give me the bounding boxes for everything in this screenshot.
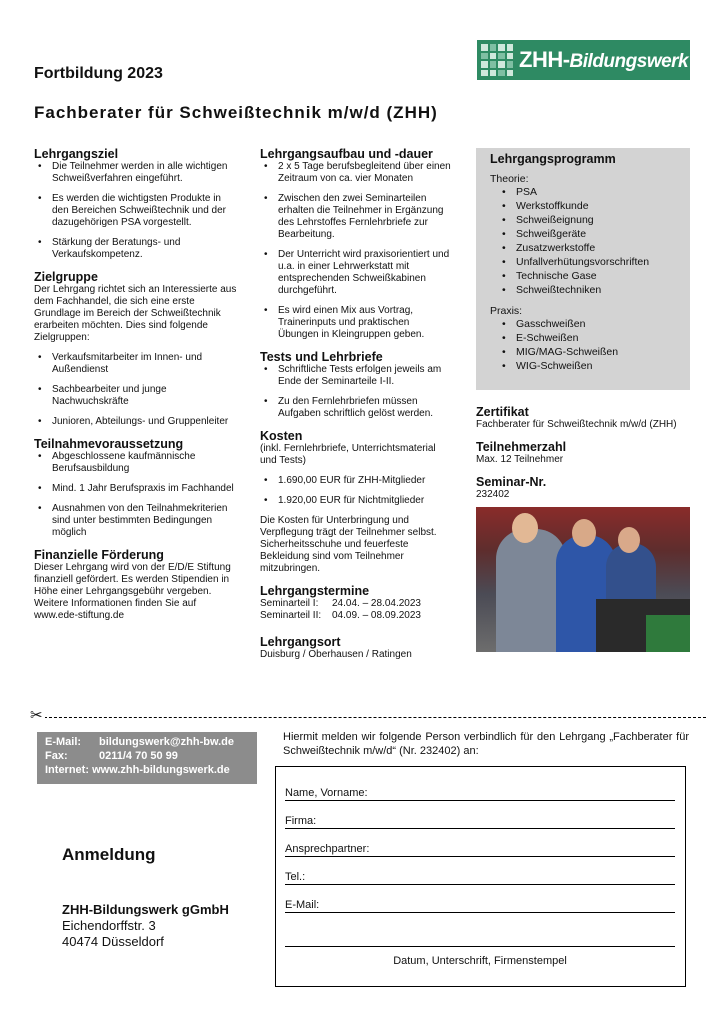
paragraph: Dieser Lehrgang wird von der E/D/E Stiftung finanziell gefördert. Es werden Stipendien in Höhe einer Lehrgangsgebühr vergeben. Weitere Informationen finden Sie auf www.ede-stiftung.de [34,562,231,621]
list-item: • 1.690,00 EUR für ZHH-Mitglieder [260,475,452,487]
aufbau-list [260,161,452,341]
section-heading: Tests und Lehrbriefe [260,350,383,364]
registration-heading: Anmeldung [62,845,156,864]
list-item: • Der Unterricht wird praxisorientiert und u.a. in einer Lehrwerkstatt mit entsprechenden Schweißkabinen durchgeführt. [260,249,452,297]
internet-value[interactable]: www.zhh-bildungswerk.de [92,764,230,776]
email-field[interactable]: E-Mail: [285,899,675,913]
list-item: • Schweißgeräte [490,228,676,241]
year-title: Fortbildung 2023 [34,65,163,82]
list-item: • PSA [490,186,676,199]
section-heading: Lehrgangstermine [260,584,370,598]
lehrgangsziel-list [34,161,239,261]
paragraph: Der Lehrgang richtet sich an Interessierte aus dem Fachhandel, die sich eine erste Grundlage im Bereich der Schweißtechnik erarbeiten möchten. Dies sind folgende Zielgruppen: [34,284,237,343]
list-item: • Werkstoffkunde [490,200,676,213]
street: Eichendorffstr. 3 [62,918,156,933]
list-item: • Unfallverhütungsvorschriften [490,256,676,269]
internet-label: Internet: [45,764,89,776]
tests-list [260,364,452,420]
zhh-logo [477,40,690,80]
date-label: Seminarteil I: [260,598,319,609]
zielgruppe-list [34,352,239,428]
column-middle [260,148,452,663]
list-item: • Zusatzwerkstoffe [490,242,676,255]
section-heading: Zertifikat [476,405,529,419]
date-label: Seminarteil II: [260,610,322,621]
phone-field[interactable]: Tel.: [285,871,675,885]
dates-table [260,598,452,622]
fax-value: 0211/4 70 50 99 [99,750,178,762]
list-item: • WIG-Schweißen [490,360,676,373]
list-item: • Junioren, Abteilungs- und Gruppenleiter [34,416,239,428]
list-item: • Stärkung der Beratungs- und Verkaufskompetenz. [34,237,239,261]
course-title: Fachberater für Schweißtechnik m/w/d (ZHH) [34,103,438,122]
section-heading: Lehrgangsort [260,635,341,649]
signature-caption: Datum, Unterschrift, Firmenstempel [393,955,567,967]
list-item: • Schriftliche Tests erfolgen jeweils am Ende der Seminarteile I-II. [260,364,452,388]
cut-line [34,717,706,718]
section-heading: Kosten [260,429,303,443]
list-item: • Mind. 1 Jahr Berufspraxis im Fachhandel [34,483,239,495]
list-item: • Technische Gase [490,270,676,283]
city: 40474 Düsseldorf [62,934,164,949]
list-item: • Zu den Fernlehrbriefen müssen Aufgaben schriftlich gelöst werden. [260,396,452,420]
company-name: ZHH-Bildungswerk gGmbH [62,902,229,917]
paragraph: (inkl. Fernlehrbriefe, Unterrichtsmaterial und Tests) [260,443,436,466]
section-heading: Lehrgangsaufbau und -dauer [260,147,433,161]
list-item: • Es werden die wichtigsten Produkte in den Bereichen Schweißtechnik und der dazugehörigen PSA vorgestellt. [34,193,239,229]
paragraph: Die Kosten für Unterbringung und Verpflegung trägt der Teilnehmer selbst. Sicherheitsschuhe und feuerfeste Bekleidung sind vom Teilnehmer mitzubringen. [260,515,437,574]
list-item: • Schweißtechniken [490,284,676,297]
paragraph: Max. 12 Teilnehmer [476,454,564,465]
list-item: • 2 x 5 Tage berufsbegleitend über einen Zeitraum von ca. vier Monaten [260,161,452,185]
address-block [62,902,229,950]
list-item: • Ausnahmen von den Teilnahmekriterien sind unter bestimmten Bedingungen möglich [34,503,239,539]
list-item: • Schweißeignung [490,214,676,227]
registration-form [275,766,686,987]
email-label: E-Mail: [45,736,82,748]
paragraph: Fachberater für Schweißtechnik m/w/d (ZHH) [476,419,677,430]
list-item: • Es wird einen Mix aus Vortrag, Trainerinputs und praktischen Übungen in Kleingruppen geben. [260,305,452,341]
contact-box [37,732,257,784]
list-item: • E-Schweißen [490,332,676,345]
welding-training-photo [476,507,690,652]
company-field[interactable]: Firma: [285,815,675,829]
logo-text: ZHH-Bildungswerk [519,47,689,72]
registration-intro: Hiermit melden wir folgende Person verbindlich für den Lehrgang „Fachberater für Schweißtechnik m/w/d“ (Nr. 232402) an: [283,731,689,757]
section-heading: Lehrgangsprogramm [490,152,616,166]
column-left [34,148,239,624]
list-item: • 1.920,00 EUR für Nichtmitglieder [260,495,452,507]
scissors-icon: ✂ [30,707,43,724]
paragraph: 232402 [476,489,510,500]
kosten-list [260,475,452,507]
program-box [476,148,690,390]
email-value[interactable]: bildungswerk@zhh-bw.de [99,736,234,748]
list-item: • Abgeschlossene kaufmännische Berufsausbildung [34,451,239,475]
fax-label: Fax: [45,750,68,762]
list-item: • Verkaufsmitarbeiter im Innen- und Außendienst [34,352,239,376]
section-heading: Finanzielle Förderung [34,548,164,562]
teilnahme-list [34,451,239,539]
name-field[interactable]: Name, Vorname: [285,787,675,801]
theorie-label: Theorie: [490,173,529,185]
theorie-list [490,186,676,297]
section-heading: Lehrgangsziel [34,147,119,161]
praxis-label: Praxis: [490,305,523,317]
section-heading: Seminar-Nr. [476,475,547,489]
praxis-list [490,318,676,373]
list-item: • Gasschweißen [490,318,676,331]
logo-grid-icon [481,44,513,76]
list-item: • Zwischen den zwei Seminarteilen erhalten die Teilnehmer in Ergänzung des Lehrstoffes Fernlehrbriefe zur Bearbeitung. [260,193,452,241]
contact-person-field[interactable]: Ansprechpartner: [285,843,675,857]
section-heading: Teilnahmevoraussetzung [34,437,184,451]
section-heading: Zielgruppe [34,270,98,284]
date-value: 04.09. – 08.09.2023 [332,610,421,621]
list-item: • Die Teilnehmer werden in alle wichtigen Schweißverfahren eingeführt. [34,161,239,185]
section-heading: Teilnehmerzahl [476,440,567,454]
signature-line[interactable] [285,933,675,947]
paragraph: Duisburg / Oberhausen / Ratingen [260,649,412,660]
date-value: 24.04. – 28.04.2023 [332,598,421,609]
column-right [476,148,690,652]
list-item: • Sachbearbeiter und junge Nachwuchskräfte [34,384,239,408]
list-item: • MIG/MAG-Schweißen [490,346,676,359]
